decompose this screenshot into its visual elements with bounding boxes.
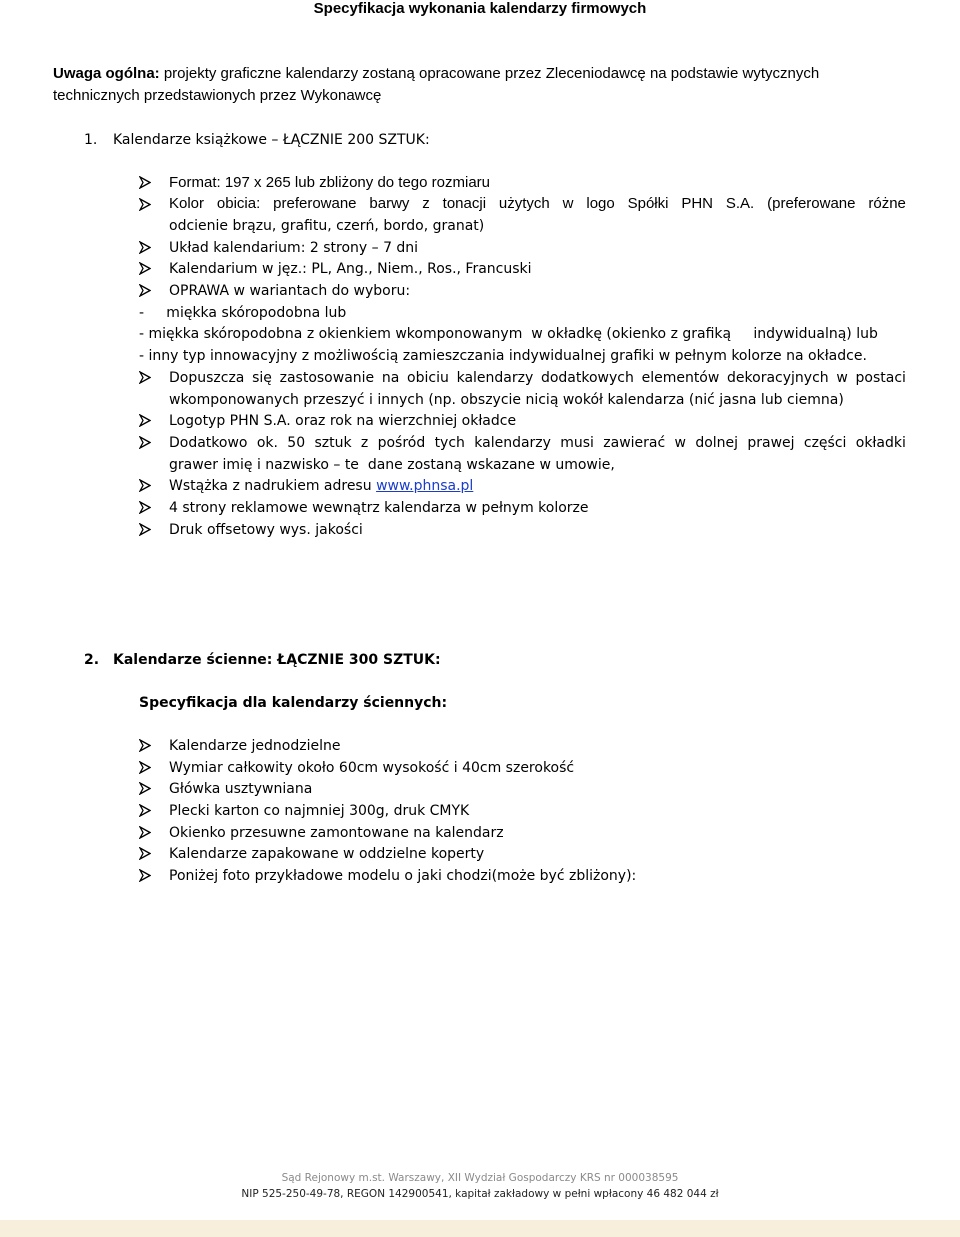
page-title: Specyfikacja wykonania kalendarzy firmowych xyxy=(313,0,647,17)
arrow-bullet-icon xyxy=(139,436,151,449)
arrow-bullet-icon xyxy=(139,198,151,211)
word: dodatkowych xyxy=(540,370,634,386)
word: użytych xyxy=(498,195,550,212)
word: postaci xyxy=(855,370,906,386)
word: Spółki xyxy=(627,195,669,212)
section2-item: Wymiar całkowity około 60cm wysokość i 40cm szerokość xyxy=(169,760,575,776)
bullet-format: Format: 197 x 265 lub zbliżony do tego rozmiaru xyxy=(169,174,490,191)
bullet-kolor-line1 xyxy=(169,193,906,215)
oprawa-option-3: - inny typ innowacyjny z możliwością zamieszczania indywidualnej grafiki w pełnym kolorze na okładce. xyxy=(139,348,867,364)
word: dolnej xyxy=(695,435,739,451)
arrow-bullet-icon xyxy=(139,284,151,297)
section1-heading: Kalendarze książkowe – ŁĄCZNIE 200 SZTUK: xyxy=(113,132,430,148)
footer-bar xyxy=(0,1220,960,1237)
section2-heading: Kalendarze ścienne: ŁĄCZNIE 300 SZTUK: xyxy=(113,652,441,668)
bullet-jezyki: Kalendarium w jęz.: PL, Ang., Niem., Ros., Francuski xyxy=(169,261,532,277)
bullet-kolor-line2: odcienie brązu, grafitu, czerń, bordo, granat) xyxy=(169,218,485,234)
arrow-bullet-icon xyxy=(139,501,151,514)
word: logo xyxy=(586,195,615,212)
arrow-bullet-icon xyxy=(139,241,151,254)
word: musi xyxy=(560,435,594,451)
arrow-bullet-icon xyxy=(139,739,151,752)
general-note-line2: technicznych przedstawionych przez Wykonawcę xyxy=(53,87,382,104)
arrow-bullet-icon xyxy=(139,847,151,860)
arrow-bullet-icon xyxy=(139,176,151,189)
section2-number: 2. xyxy=(84,652,100,668)
word: w xyxy=(562,195,574,212)
word: prawej xyxy=(747,435,795,451)
wstazka-text: Wstążka z nadrukiem adresu xyxy=(169,478,377,494)
arrow-bullet-icon xyxy=(139,869,151,882)
arrow-bullet-icon xyxy=(139,804,151,817)
word: tych xyxy=(434,435,465,451)
word: na xyxy=(381,370,400,386)
section2-item: Okienko przesuwne zamontowane na kalendarz xyxy=(169,825,504,841)
footer-line2: NIP 525-250-49-78, REGON 142900541, kapitał zakładowy w pełni wpłacony 46 482 044 zł xyxy=(241,1188,719,1200)
word: kalendarzy xyxy=(456,370,534,386)
word: tonacji xyxy=(442,195,487,212)
word: pośród xyxy=(377,435,426,451)
arrow-bullet-icon xyxy=(139,761,151,774)
section2-item: Główka usztywniana xyxy=(169,781,313,797)
word: sztuk xyxy=(314,435,352,451)
section2-item: Plecki karton co najmniej 300g, druk CMYK xyxy=(169,803,470,819)
footer-line1: Sąd Rejonowy m.st. Warszawy, XII Wydział Gospodarczy KRS nr 000038595 xyxy=(281,1172,679,1184)
word: obicia: xyxy=(216,195,261,212)
word: Dopuszcza xyxy=(169,370,245,386)
arrow-bullet-icon xyxy=(139,479,151,492)
bullet-wstazka xyxy=(169,475,473,497)
bullet-dopuszcza-line2: wkomponowanych przeszyć i innych (np. obszycie nicią wokół kalendarza (nić jasna lub ciemna) xyxy=(169,392,844,408)
arrow-bullet-icon xyxy=(139,826,151,839)
word: elementów xyxy=(641,370,720,386)
word: preferowane xyxy=(273,195,357,212)
word: Dodatkowo xyxy=(169,435,248,451)
word: ok. xyxy=(256,435,278,451)
word: w xyxy=(674,435,686,451)
bullet-strony: 4 strony reklamowe wewnątrz kalendarza w pełnym kolorze xyxy=(169,500,589,516)
word: dekoracyjnych xyxy=(727,370,829,386)
word: się xyxy=(252,370,272,386)
section2-item: Kalendarze jednodzielne xyxy=(169,738,341,754)
word: kalendarzy xyxy=(474,435,551,451)
section2-item: Kalendarze zapakowane w oddzielne koperty xyxy=(169,846,485,862)
bullet-druk: Druk offsetowy wys. jakości xyxy=(169,522,363,538)
section2-subheading: Specyfikacja dla kalendarzy ściennych: xyxy=(139,695,448,711)
bullet-dodatkowo-line1 xyxy=(169,432,906,454)
bullet-dopuszcza-line1 xyxy=(169,367,906,389)
arrow-bullet-icon xyxy=(139,262,151,275)
word: okładki xyxy=(855,435,906,451)
word: z xyxy=(422,195,430,212)
word: (preferowane xyxy=(767,195,856,212)
general-note-label: Uwaga ogólna: xyxy=(53,65,160,82)
oprawa-option-1: - miękka skóropodobna lub xyxy=(139,305,347,321)
word: S.A. xyxy=(725,195,755,212)
word: barwy xyxy=(369,195,410,212)
arrow-bullet-icon xyxy=(139,523,151,536)
oprawa-option-2: - miękka skóropodobna z okienkiem wkomponowanym w okładkę (okienko z grafiką indywidualną) lub xyxy=(139,326,878,342)
general-note-text: projekty graficzne kalendarzy zostaną opracowane przez Zleceniodawcę na podstawie wytycznych xyxy=(163,65,820,82)
word: zastosowanie xyxy=(279,370,375,386)
bullet-logotyp: Logotyp PHN S.A. oraz rok na wierzchniej okładce xyxy=(169,413,517,429)
section2-item: Poniżej foto przykładowe modelu o jaki chodzi(może być zbliżony): xyxy=(169,868,637,884)
word: 50 xyxy=(287,435,306,451)
general-note-line1 xyxy=(53,63,819,85)
word: PHN xyxy=(681,195,713,212)
word: zawierać xyxy=(603,435,666,451)
word: części xyxy=(803,435,847,451)
arrow-bullet-icon xyxy=(139,414,151,427)
website-link[interactable]: www.phnsa.pl xyxy=(376,478,474,494)
word: Kolor xyxy=(169,195,205,212)
bullet-uklad: Układ kalendarium: 2 strony – 7 dni xyxy=(169,240,419,256)
bullet-dodatkowo-line2: grawer imię i nazwisko – te dane zostaną wskazane w umowie, xyxy=(169,457,615,473)
arrow-bullet-icon xyxy=(139,371,151,384)
word: w xyxy=(836,370,848,386)
word: różne xyxy=(868,195,906,212)
section1-number: 1. xyxy=(84,132,98,148)
arrow-bullet-icon xyxy=(139,782,151,795)
bullet-oprawa: OPRAWA w wariantach do wyboru: xyxy=(169,283,411,299)
word: obiciu xyxy=(407,370,449,386)
word: z xyxy=(360,435,369,451)
